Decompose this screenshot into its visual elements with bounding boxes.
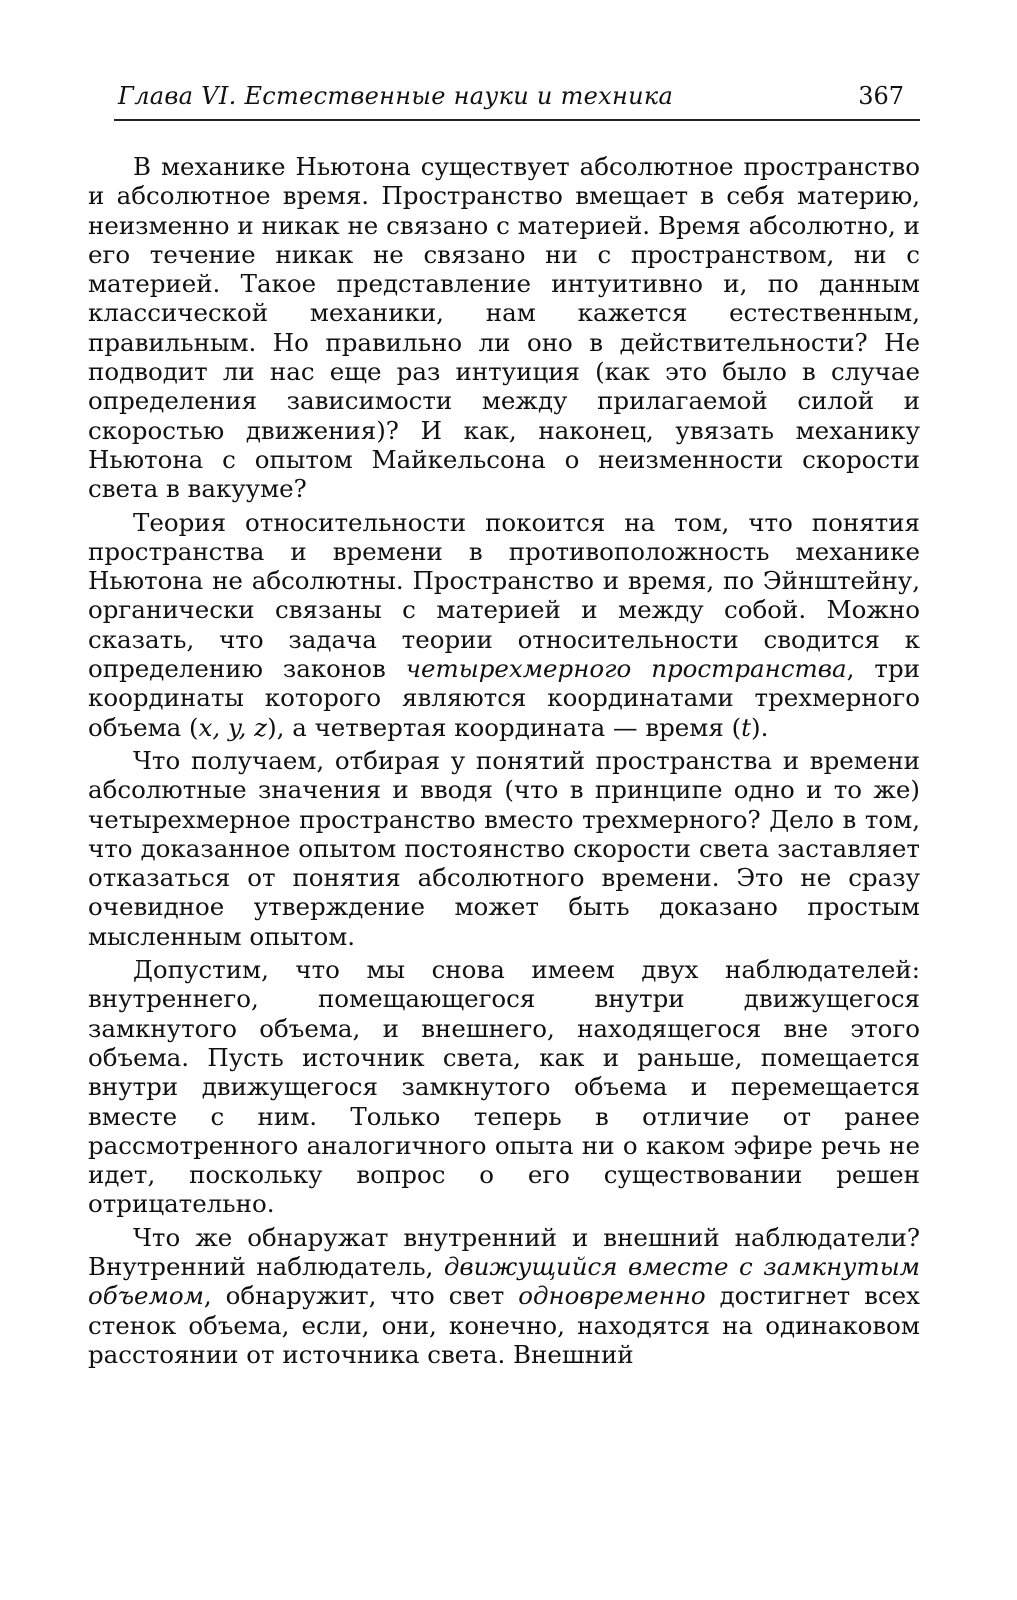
text-run: Что же обнаружат внутренний и внешний наблюдатели? Внутренний наблюдатель,	[88, 1222, 920, 1281]
book-page	[88, 60, 920, 1570]
italic-text: x, y, z	[198, 712, 268, 742]
text-run: Теория относительности покоится на том, что понятия пространства и времени в противоположность механике Ньютона не абсолютны. Пространство и время, по Эйнштейну, органически связаны с материей и между собой. Можно сказать, что задача теории относительности сводится к определению законов	[88, 507, 920, 684]
text-run: Допустим, что мы снова имеем двух наблюдателей: внутреннего, помещающегося внутри движущегося замкнутого объема, и внешнего, находящегося вне этого объема. Пусть источник света, как и раньше, помещается внутри движущегося замкнутого объема и перемещается вместе с ним. Только теперь в отличие от ранее рассмотренного аналогичного опыта ни о каком эфире речь не идет, поскольку вопрос о его существовании решен отрицательно.	[88, 955, 920, 1219]
text-run: , обнаружит, что свет	[203, 1281, 519, 1311]
italic-text: одновременно	[518, 1281, 706, 1311]
text-run: ).	[751, 712, 769, 742]
page-number: 367	[858, 82, 904, 110]
text-run: В механике Ньютона существует абсолютное пространство и абсолютное время. Пространство вмещает в себя материю, неизменно и никак не связано с материей. Время абсолютно, и его течение никак не связано ни с пространством, ни с материей. Такое представление интуитивно и, по данным классической механики, нам кажется естественным, правильным. Но правильно ли оно в действительности? Не подводит ли нас еще раз интуиция (как это было в случае определения зависимости между прилагаемой силой и скоростью движения)? И как, наконец, увязать механику Ньютона с опытом Майкельсона о неизменности скорости света в вакууме?	[88, 152, 920, 504]
body-text	[88, 152, 920, 1373]
text-run: ), а четвертая координата — время (	[267, 712, 742, 742]
text-run: Что получаем, отбирая у понятий пространства и времени абсолютные значения и вводя (что в принципе одно и то же) четырехмерное пространство вместо трехмерного? Дело в том, что доказанное опытом постоянство скорости света заставляет отказаться от понятия абсолютного времени. Это не сразу очевидное утверждение может быть доказано простым мысленным опытом.	[88, 745, 920, 951]
text-run: достигнет всех стенок объема, если, они, конечно, находятся на одинаковом расстоянии от источника света. Внешний	[88, 1281, 920, 1369]
chapter-title: Глава VI. Естественные науки и техника	[118, 82, 674, 110]
paragraph	[88, 955, 920, 1219]
italic-text: четырехмерного пространства	[405, 654, 847, 684]
italic-text: t	[741, 712, 752, 742]
text-run: , три координаты которого являются координатами трехмерного объема (	[88, 654, 920, 742]
paragraph	[88, 1223, 920, 1369]
paragraph	[88, 152, 920, 504]
paragraph	[88, 508, 920, 742]
header-rule	[114, 119, 920, 121]
italic-text: движущийся вместе с замкнутым объемом	[88, 1251, 920, 1311]
paragraph	[88, 746, 920, 951]
running-header	[88, 60, 920, 112]
